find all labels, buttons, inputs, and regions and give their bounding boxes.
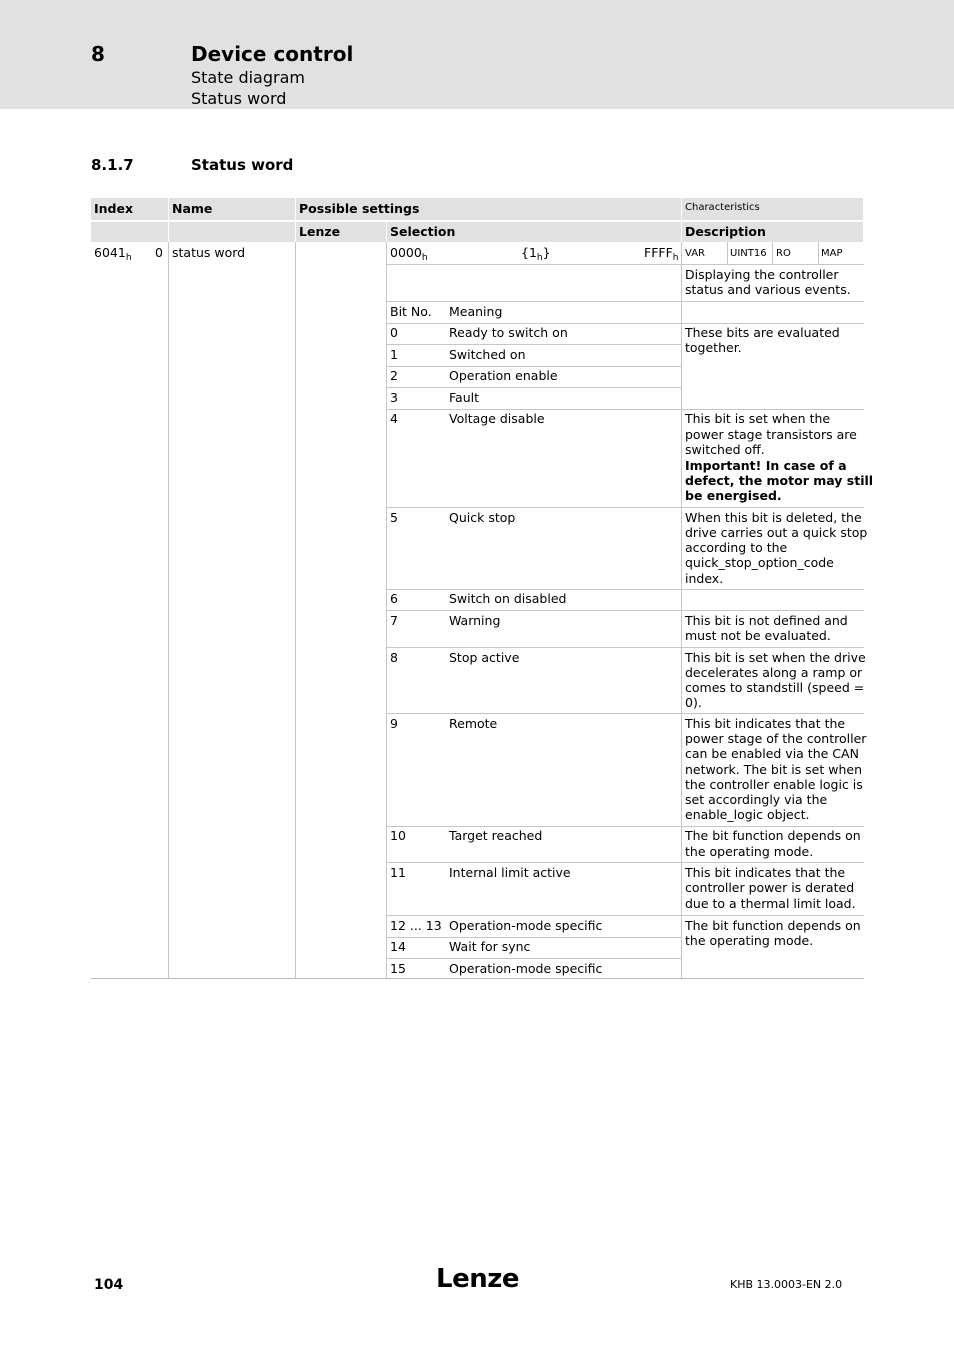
bit-number: 11: [390, 865, 406, 880]
desc-bit-8: decelerates along a ramp or: [685, 665, 863, 680]
meaning-header: Meaning: [449, 304, 503, 319]
row-divider: [387, 826, 681, 827]
row-divider: [387, 387, 681, 388]
char-access: RO: [776, 248, 791, 259]
bit-meaning: Wait for sync: [449, 939, 531, 954]
bit-number: 14: [390, 939, 406, 954]
row-divider: [387, 610, 681, 611]
bit-meaning: Voltage disable: [449, 411, 545, 426]
row-divider: [387, 507, 681, 508]
chapter-subtitle-1: State diagram: [191, 68, 305, 87]
chapter-subtitle-2: Status word: [191, 89, 287, 108]
desc-bit-9: enable_logic object.: [685, 807, 810, 822]
bit-number: 3: [390, 390, 398, 405]
bit-number: 0: [390, 325, 398, 340]
entry-index: $6041_h$: [94, 245, 132, 263]
col-divider: [727, 242, 728, 264]
char-type: UINT16: [730, 248, 767, 259]
desc-bit-5: quick_stop_option_code: [685, 555, 834, 570]
row-divider: [387, 264, 681, 265]
row-divider: [682, 826, 864, 827]
document-id: KHB 13.0003-EN 2.0: [730, 1278, 843, 1291]
row-divider: [682, 862, 864, 863]
bit-number: 12 ... 13: [390, 918, 442, 933]
header-possible-settings: Possible settings: [299, 201, 420, 216]
desc-bit-11: due to a thermal limit load.: [685, 896, 856, 911]
bit-meaning: Operation-mode specific: [449, 961, 603, 976]
desc-bit-11: controller power is derated: [685, 880, 855, 895]
header-lenze: Lenze: [299, 224, 341, 239]
bit-number: 7: [390, 613, 398, 628]
bit-number: 15: [390, 961, 406, 976]
bit-number: 10: [390, 828, 406, 843]
table-bottom-border: [91, 978, 864, 979]
col-divider: [818, 242, 819, 264]
desc-bit-10: The bit function depends on: [685, 828, 861, 843]
page-number: 104: [94, 1277, 124, 1293]
desc-bit-9: set accordingly via the: [685, 792, 828, 807]
header-name: Name: [172, 201, 213, 216]
bit-meaning: Target reached: [449, 828, 543, 843]
entry-description-line: Displaying the controller: [685, 267, 839, 282]
bit-meaning: Switched on: [449, 347, 526, 362]
bit-number: 4: [390, 411, 398, 426]
bit-number: 6: [390, 591, 398, 606]
col-divider: [168, 242, 169, 979]
desc-bit-5: drive carries out a quick stop: [685, 525, 868, 540]
lenze-logo: Lenze: [436, 1264, 519, 1294]
desc-bit-4-important: defect, the motor may still: [685, 473, 874, 488]
desc-bits-12-15: The bit function depends on: [685, 918, 861, 933]
bit-meaning: Quick stop: [449, 510, 516, 525]
row-divider: [682, 409, 864, 410]
row-divider: [682, 915, 864, 916]
bit-number: 9: [390, 716, 398, 731]
desc-bit-5: according to the: [685, 540, 788, 555]
entry-name: status word: [172, 245, 246, 260]
bit-meaning: Switch on disabled: [449, 591, 567, 606]
chapter-number: 8: [91, 42, 105, 66]
desc-bit-11: This bit indicates that the: [685, 865, 846, 880]
row-divider: [387, 937, 681, 938]
desc-bits-12-15: the operating mode.: [685, 933, 814, 948]
desc-bit-8: This bit is set when the drive: [685, 650, 866, 665]
row-divider: [387, 915, 681, 916]
row-divider: [387, 862, 681, 863]
chapter-header: [0, 0, 954, 109]
bit-meaning: Stop active: [449, 650, 520, 665]
bit-no-header: Bit No.: [390, 304, 432, 319]
entry-description-line: status and various events.: [685, 282, 851, 297]
row-divider: [682, 647, 864, 648]
header-description: Description: [685, 224, 766, 239]
selection-min: $0000_h$: [390, 245, 428, 263]
row-divider: [387, 647, 681, 648]
bit-meaning: Operation-mode specific: [449, 918, 603, 933]
desc-bit-5: index.: [685, 571, 724, 586]
row-divider: [682, 507, 864, 508]
header-index: Index: [94, 201, 134, 216]
desc-bit-4: This bit is set when the: [685, 411, 831, 426]
desc-bit-7: must not be evaluated.: [685, 628, 831, 643]
desc-bits-0-3: These bits are evaluated: [685, 325, 840, 340]
col-divider: [772, 242, 773, 264]
header2-cell-bg: [91, 222, 168, 242]
bit-meaning: Warning: [449, 613, 501, 628]
row-divider: [682, 301, 864, 302]
row-divider: [682, 589, 864, 590]
desc-bit-9: power stage of the controller: [685, 731, 867, 746]
chapter-title: Device control: [191, 42, 354, 66]
selection-max: $FFFF_h$: [644, 245, 679, 263]
desc-bit-9: This bit indicates that the: [685, 716, 846, 731]
bit-meaning: Ready to switch on: [449, 325, 568, 340]
desc-bit-8: 0).: [685, 695, 702, 710]
desc-bits-0-3: together.: [685, 340, 742, 355]
row-divider: [682, 610, 864, 611]
entry-subindex: 0: [155, 245, 163, 260]
desc-bit-4: power stage transistors are: [685, 427, 857, 442]
row-divider: [387, 958, 681, 959]
bit-meaning: Remote: [449, 716, 498, 731]
char-map: MAP: [821, 248, 843, 259]
selection-step: $\{1_h\}$: [521, 245, 551, 263]
desc-bit-9: network. The bit is set when: [685, 762, 863, 777]
desc-bit-9: the controller enable logic is: [685, 777, 863, 792]
desc-bit-8: comes to standstill (speed =: [685, 680, 865, 695]
desc-bit-10: the operating mode.: [685, 844, 814, 859]
row-divider: [682, 323, 864, 324]
row-divider: [387, 344, 681, 345]
desc-bit-9: can be enabled via the CAN: [685, 746, 859, 761]
desc-bit-4-important: Important! In case of a: [685, 458, 847, 473]
desc-bit-5: When this bit is deleted, the: [685, 510, 862, 525]
bit-number: 1: [390, 347, 398, 362]
bit-number: 5: [390, 510, 398, 525]
row-divider: [387, 301, 681, 302]
section-number: 8.1.7: [91, 156, 134, 174]
row-divider: [387, 713, 681, 714]
row-divider: [387, 409, 681, 410]
row-divider: [682, 713, 864, 714]
section-title: Status word: [191, 156, 294, 174]
bit-number: 2: [390, 368, 398, 383]
char-var: VAR: [685, 248, 705, 259]
bit-meaning: Internal limit active: [449, 865, 571, 880]
col-divider: [295, 242, 296, 979]
desc-bit-7: This bit is not defined and: [685, 613, 848, 628]
bit-meaning: Operation enable: [449, 368, 558, 383]
row-divider: [387, 366, 681, 367]
bit-meaning: Fault: [449, 390, 479, 405]
header2-cell-bg: [169, 222, 295, 242]
bit-number: 8: [390, 650, 398, 665]
row-divider: [682, 264, 864, 265]
desc-bit-4: switched off.: [685, 442, 765, 457]
row-divider: [387, 323, 681, 324]
header-characteristics: Characteristics: [685, 202, 760, 213]
header-selection: Selection: [390, 224, 456, 239]
row-divider: [387, 589, 681, 590]
desc-bit-4-important: be energised.: [685, 488, 782, 503]
